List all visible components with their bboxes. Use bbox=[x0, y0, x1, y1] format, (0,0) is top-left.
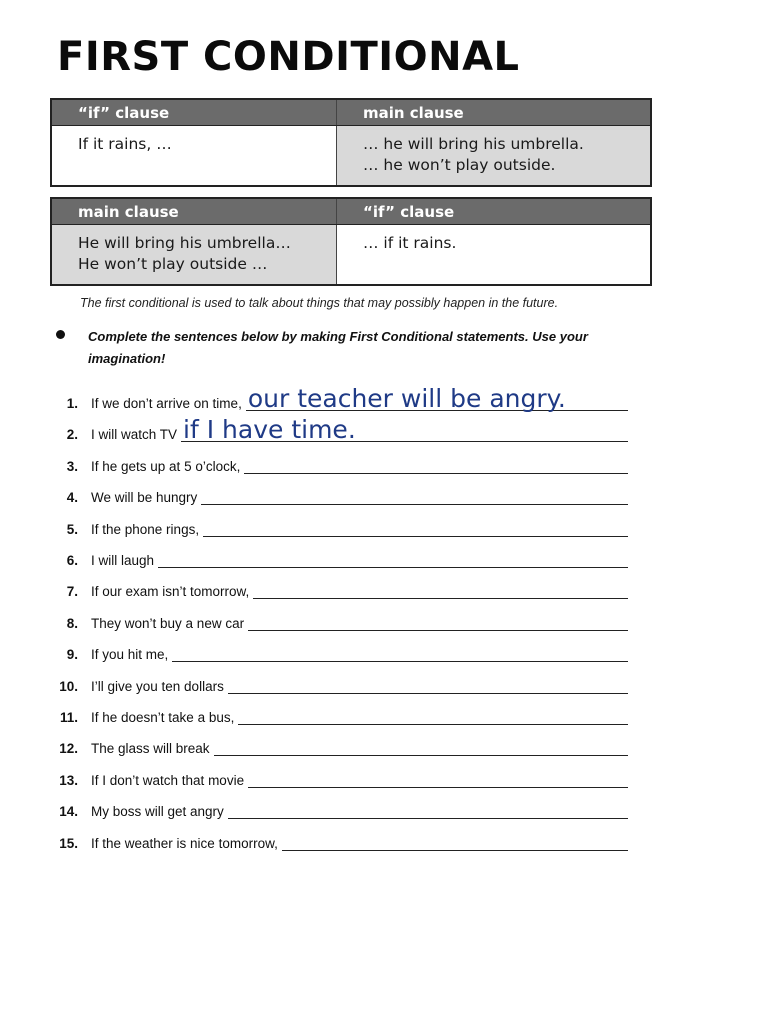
handwritten-answer: if I have time. bbox=[183, 415, 356, 445]
answer-blank[interactable] bbox=[238, 710, 628, 725]
answer-blank[interactable] bbox=[172, 647, 628, 662]
exercise-row bbox=[91, 836, 628, 851]
answer-blank[interactable] bbox=[228, 679, 628, 694]
exercise-item bbox=[50, 553, 628, 573]
if-clause-cell bbox=[52, 126, 337, 185]
header-if-clause: “if” clause bbox=[363, 203, 455, 221]
exercise-row bbox=[91, 741, 628, 756]
exercise-stem: If the weather is nice tomorrow, bbox=[91, 835, 278, 851]
main-clause-line: He will bring his umbrella… bbox=[78, 234, 291, 252]
table-body bbox=[52, 126, 650, 185]
exercise-stem: If he doesn’t take a bus, bbox=[91, 710, 235, 725]
exercise-number: 10. bbox=[59, 678, 78, 694]
exercise-stem: I will watch TV bbox=[91, 427, 178, 443]
exercise-number: 12. bbox=[59, 741, 78, 757]
exercise-number: 2. bbox=[66, 427, 78, 443]
exercise-item bbox=[50, 710, 628, 730]
exercise-stem: If he gets up at 5 o’clock, bbox=[91, 458, 241, 474]
exercise-item bbox=[50, 773, 628, 793]
if-clause-line: … if it rains. bbox=[363, 234, 457, 252]
exercise-row bbox=[91, 553, 628, 568]
exercise-row bbox=[91, 710, 628, 725]
exercise-number: 15. bbox=[59, 835, 78, 851]
bullet-icon bbox=[56, 330, 65, 339]
exercise-item bbox=[50, 522, 628, 542]
exercise-item bbox=[50, 490, 628, 510]
exercise-stem: We will be hungry bbox=[91, 490, 198, 506]
exercise-item bbox=[50, 584, 628, 604]
exercise-item bbox=[50, 647, 628, 667]
handwritten-answer: our teacher will be angry. bbox=[247, 384, 566, 413]
table-header bbox=[52, 199, 650, 225]
exercise-item bbox=[50, 679, 628, 699]
exercise-stem: I’ll give you ten dollars bbox=[91, 678, 224, 694]
exercise-item bbox=[50, 616, 628, 636]
answer-blank[interactable] bbox=[201, 490, 628, 505]
answer-blank[interactable] bbox=[214, 741, 628, 756]
exercise-row bbox=[91, 522, 628, 537]
answer-blank[interactable] bbox=[181, 415, 628, 445]
main-clause-line: He won’t play outside … bbox=[78, 255, 268, 273]
table-body bbox=[52, 225, 650, 284]
answer-blank[interactable] bbox=[228, 804, 628, 819]
main-clause-line: … he won’t play outside. bbox=[363, 156, 556, 174]
exercise-row bbox=[91, 490, 628, 505]
main-clause-cell bbox=[52, 225, 337, 284]
exercise-row bbox=[91, 584, 628, 599]
exercise-stem: If you hit me, bbox=[91, 647, 169, 663]
header-main-clause: main clause bbox=[52, 199, 337, 224]
exercise-row bbox=[91, 459, 628, 474]
exercise-item bbox=[50, 804, 628, 824]
table-header bbox=[52, 100, 650, 126]
exercise-item bbox=[50, 836, 628, 856]
exercise-number: 5. bbox=[66, 521, 78, 537]
answer-blank[interactable] bbox=[158, 553, 628, 568]
answer-blank[interactable] bbox=[253, 584, 628, 599]
if-first-table bbox=[50, 98, 652, 187]
exercise-number: 3. bbox=[66, 458, 78, 474]
exercise-number: 6. bbox=[66, 553, 78, 568]
answer-blank[interactable] bbox=[246, 384, 628, 413]
if-clause-line: If it rains, … bbox=[78, 135, 172, 153]
answer-blank[interactable] bbox=[203, 522, 628, 537]
exercise-item bbox=[50, 415, 628, 447]
exercise-stem: If our exam isn’t tomorrow, bbox=[91, 584, 250, 600]
if-clause-cell bbox=[337, 225, 650, 284]
exercise-row bbox=[91, 679, 628, 694]
exercise-stem: My boss will get angry bbox=[91, 804, 224, 820]
exercise-number: 11. bbox=[59, 710, 78, 725]
answer-blank[interactable] bbox=[282, 836, 628, 851]
main-first-table bbox=[50, 197, 652, 286]
explanation-note: The first conditional is used to talk about things that may possibly happen in the future. bbox=[80, 296, 559, 310]
exercise-item bbox=[50, 384, 628, 416]
header-if-clause: “if” clause bbox=[52, 100, 337, 125]
answer-blank[interactable] bbox=[244, 459, 628, 474]
exercise-stem: If the phone rings, bbox=[91, 521, 200, 537]
main-clause-cell bbox=[337, 126, 650, 185]
exercise-stem: If I don’t watch that movie bbox=[91, 772, 245, 788]
instructions: Complete the sentences below by making First Conditional statements. Use your imagination! bbox=[88, 329, 588, 366]
exercise-number: 14. bbox=[59, 804, 78, 820]
exercise-row bbox=[91, 616, 628, 631]
exercise-number: 4. bbox=[66, 490, 78, 506]
answer-blank[interactable] bbox=[248, 773, 628, 788]
header-main-clause: main clause bbox=[363, 104, 464, 122]
exercise-row bbox=[91, 804, 628, 819]
exercise-row bbox=[91, 415, 628, 445]
exercise-row bbox=[91, 773, 628, 788]
page-title: FIRST CONDITIONAL bbox=[57, 34, 520, 80]
exercise-stem: They won’t buy a new car bbox=[91, 615, 245, 631]
exercise-item bbox=[50, 459, 628, 479]
exercise-stem: The glass will break bbox=[91, 741, 210, 757]
exercise-number: 1. bbox=[66, 396, 78, 411]
exercise-number: 9. bbox=[66, 647, 78, 663]
exercise-stem: I will laugh bbox=[91, 553, 155, 568]
exercise-stem: If we don’t arrive on time, bbox=[91, 396, 242, 411]
main-clause-line: … he will bring his umbrella. bbox=[363, 135, 584, 153]
exercise-item bbox=[50, 741, 628, 761]
exercise-number: 7. bbox=[66, 584, 78, 600]
exercise-number: 13. bbox=[59, 772, 78, 788]
exercise-row bbox=[91, 384, 628, 413]
exercise-row bbox=[91, 647, 628, 662]
exercise-number: 8. bbox=[66, 615, 78, 631]
answer-blank[interactable] bbox=[248, 616, 628, 631]
